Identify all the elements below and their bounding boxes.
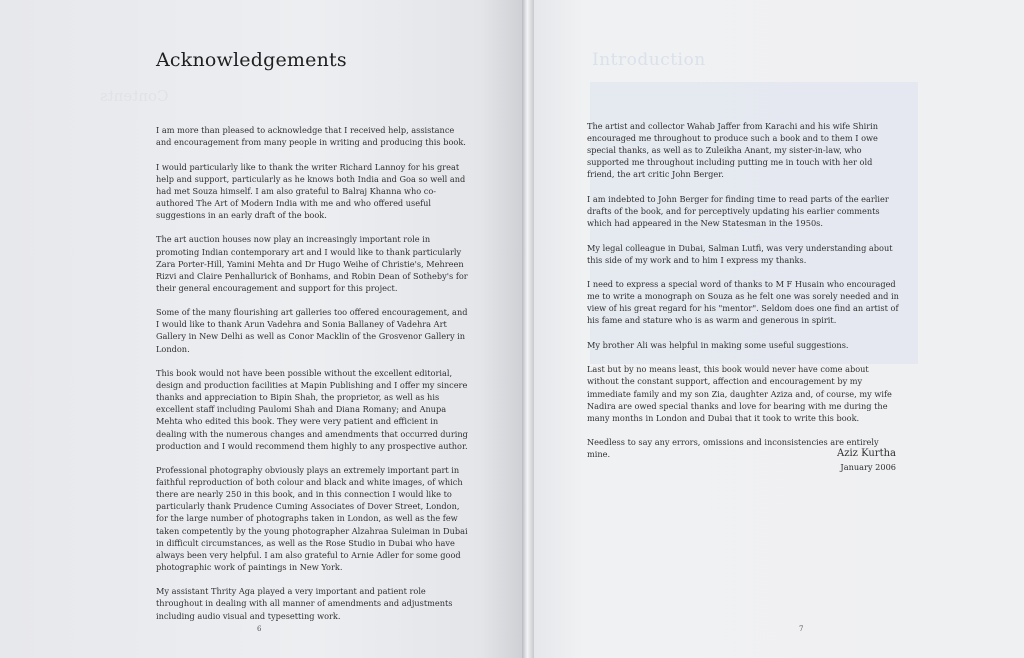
paragraph: Professional photography obviously plays an extremely important part in faithful reproduction of both colour and black and white images, of which there are nearly 250 in this book, and in this connection I would like to particularly thank Prudence Cuming Associates of Dover Street, London, for the large number of photographs taken in London, as well as the few taken competently by the young photographer Alzahraa Suleiman in Dubai in difficult circumstances, as well as the Rose Studio in Dubai who have always been very helpful. I am also grateful to Arnie Adler for some good photographic work of paintings in New York.: [156, 465, 468, 572]
ghost-contents-text: Contents: [100, 87, 169, 105]
acknowledgements-continued-body: [587, 120, 901, 473]
paragraph: My assistant Thrity Aga played a very important and patient role throughout in dealing with all manner of amendments and adjustments including audio visual and typesetting work.: [156, 586, 453, 621]
acknowledgements-body: [156, 124, 468, 634]
signature-date: January 2006: [840, 462, 896, 472]
paragraph: The art auction houses now play an increasingly important role in promoting Indian contemporary art and I would like to thank particularly Zara Porter-Hill, Yamini Mehta and Dr Hugo Weihe of Christie's, Mehreen Rizvi and Claire Penhallurick of Bonhams, and Robin Dean of Sotheby's for their general encouragement and support for this project.: [156, 234, 468, 293]
book-gutter: [522, 0, 534, 658]
signature-name: Aziz Kurtha: [836, 448, 896, 459]
paragraph: Some of the many flourishing art galleries too offered encouragement, and I would like to thank Arun Vadehra and Sonia Ballaney of Vadehra Art Gallery in New Delhi as well as Conor Macklin of the Grosvenor Gallery in London.: [156, 307, 468, 354]
paragraph: I need to express a special word of thanks to M F Husain who encouraged me to write a monograph on Souza as he felt one was sorely needed and in view of his great regard for his "mentor". Seldom does one find an artist of his fame and stature who is as warm and generous in spirit.: [587, 279, 899, 326]
page-number: 6: [257, 625, 262, 633]
paragraph: The artist and collector Wahab Jaffer from Karachi and his wife Shirin encouraged me throughout to produce such a book and to them I owe special thanks, as well as to Zuleikha Anant, my sister-in-law, who supported me throughout including putting me in touch with her old friend, the art critic John Berger.: [587, 121, 879, 180]
page-title: Acknowledgements: [156, 49, 347, 71]
paragraph: Last but by no means least, this book would never have come about without the constant support, affection and encouragement by my immediate family and my son Zia, daughter Aziza and, of course, my wife Nadira are owed special thanks and love for bearing with me during the many months in London and Dubai that it took to write this book.: [587, 364, 892, 423]
paragraph: I am indebted to John Berger for finding time to read parts of the earlier drafts of the book, and for perceptively updating his earlier comments which had appeared in the New Statesman in the 1950s.: [587, 193, 889, 229]
ghost-introduction-text: Introduction: [592, 50, 706, 70]
page-number: 7: [799, 625, 804, 633]
right-page: [534, 0, 1024, 658]
paragraph: I would particularly like to thank the writer Richard Lannoy for his great help and support, particularly as he knows both India and Goa so well and had met Souza himself. I am also grateful to Balraj Khanna who co-authored The Art of Modern India with me and who offered useful suggestions in an early draft of the book.: [156, 161, 466, 220]
paragraph: Needless to say any errors, omissions and inconsistencies are entirely mine.: [587, 437, 879, 460]
paragraph: My brother Ali was helpful in making some useful suggestions.: [587, 339, 849, 350]
paragraph: My legal colleague in Dubai, Salman Lutfi, was very understanding about this side of my work and to him I express my thanks.: [587, 242, 893, 265]
paragraph: This book would not have been possible without the excellent editorial, design and production facilities at Mapin Publishing and I offer my sincere thanks and appreciation to Bipin Shah, the proprietor, as well as his excellent staff including Paulomi Shah and Diana Romany; and Anupa Mehta who edited this book. They were very patient and efficient in dealing with the numerous changes and amendments that occurred during production and I would recommend them highly to any prospective author.: [156, 368, 468, 451]
paragraph: I am more than pleased to acknowledge that I received help, assistance and encouragement from many people in writing and producing this book.: [156, 125, 466, 148]
